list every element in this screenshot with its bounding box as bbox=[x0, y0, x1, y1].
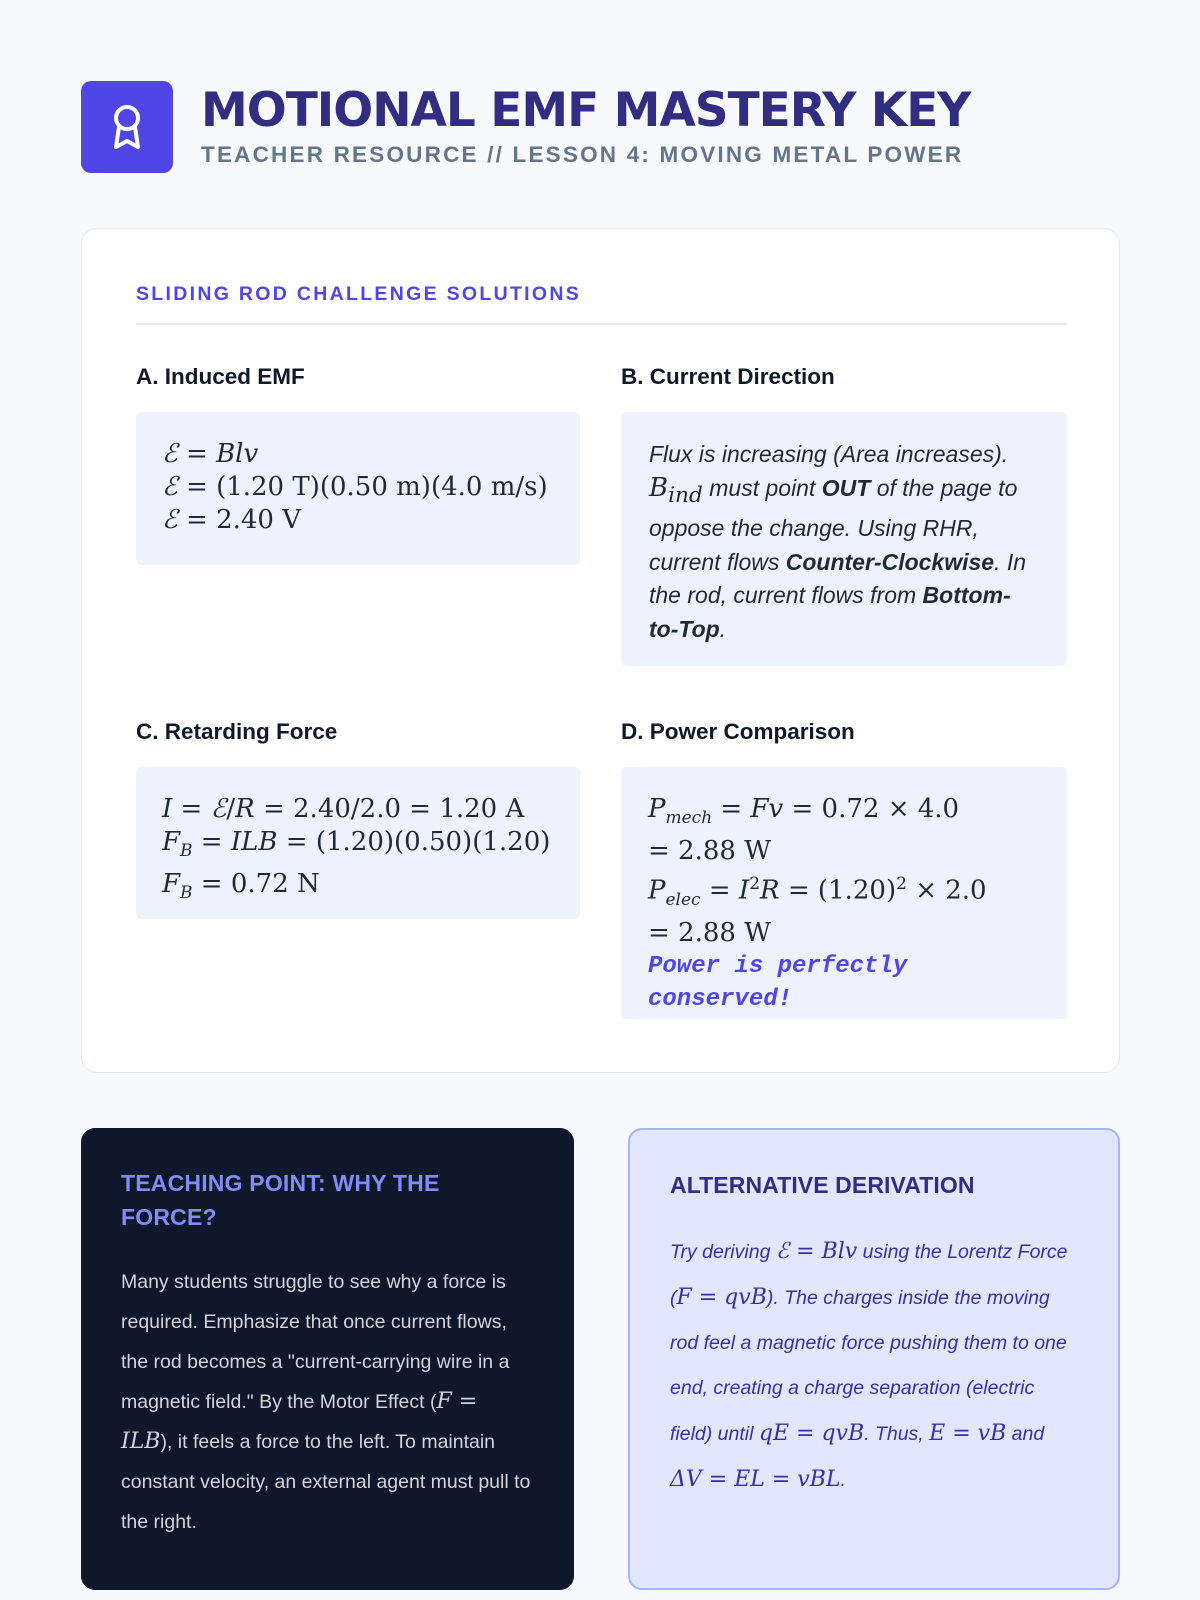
power-line-1: $P_{mech} = Fv = 0.72 \times 4.0$ bbox=[648, 794, 960, 829]
power-line-3: $P_{elec} = I^2R = (1.20)^2 \times 2.0$ bbox=[648, 874, 987, 911]
solutions-card bbox=[81, 228, 1120, 1073]
teaching-point-title: TEACHING POINT: WHY THE FORCE? bbox=[121, 1170, 440, 1230]
solutions-heading: SLIDING ROD CHALLENGE SOLUTIONS bbox=[136, 283, 582, 305]
induced-emf-line-2: ℰ = (1.20 T)(0.50 m)(4.0 m/s) bbox=[162, 472, 548, 502]
induced-emf-line-3: ℰ = 2.40 V bbox=[162, 505, 301, 535]
alternative-derivation-card bbox=[628, 1128, 1120, 1590]
power-line-2: = 2.88 W bbox=[648, 836, 771, 867]
power-comparison-title: D. Power Comparison bbox=[621, 719, 855, 744]
page-title: MOTIONAL EMF MASTERY KEY bbox=[201, 83, 971, 139]
divider bbox=[136, 323, 1067, 325]
award-ribbon-icon bbox=[81, 81, 173, 173]
induced-emf-box bbox=[136, 412, 580, 565]
induced-emf-title: A. Induced EMF bbox=[136, 364, 305, 389]
alternative-derivation-title: ALTERNATIVE DERIVATION bbox=[670, 1172, 975, 1198]
page-header bbox=[81, 81, 970, 173]
retarding-force-box bbox=[136, 767, 580, 919]
retarding-force-title: C. Retarding Force bbox=[136, 719, 338, 744]
page-subtitle: TEACHER RESOURCE // LESSON 4: MOVING METAL POWER bbox=[201, 141, 964, 167]
teaching-point-body: Many students struggle to see why a force is required. Emphasize that once current flows, the rod becomes a "current-carrying wire in a magnetic field." By the Motor Effect (F = ILB), it feels a force to the left. To maintain constant velocity, an external agent must pull to the right. bbox=[121, 1271, 531, 1533]
retarding-force-line-3: $F_B = 0.72$ N bbox=[162, 869, 320, 904]
retarding-force-line-2: $F_B$ = ILB = (1.20)(0.50)(1.20) bbox=[162, 827, 551, 862]
current-direction-text: Flux is increasing (Area increases). $B_{ind}$ must point OUT of the page to oppose the change. Using RHR, current flows Counter-Clockwise. In the rod, current flows from Bottom-to-Top. bbox=[649, 441, 1027, 642]
retarding-force-line-1: I = ℰ/R = 2.40/2.0 = 1.20 A bbox=[162, 794, 525, 824]
power-line-4: = 2.88 W bbox=[648, 918, 771, 949]
induced-emf-line-1: ℰ = Blv bbox=[162, 439, 259, 469]
power-comparison-box bbox=[621, 767, 1067, 1019]
alternative-derivation-body: Try deriving ℰ = Blv using the Lorentz Force (F = qvB). The charges inside the moving rod feel a magnetic force pushing them to one end, creating a charge separation (electric field) until qE = qvB. Thus, E = vB and ΔV = EL = vBL. bbox=[670, 1239, 1068, 1492]
current-direction-box bbox=[621, 412, 1067, 666]
teaching-point-card bbox=[81, 1128, 574, 1590]
power-conclusion: Power is perfectly conserved! bbox=[648, 953, 908, 1014]
current-direction-title: B. Current Direction bbox=[621, 364, 835, 389]
